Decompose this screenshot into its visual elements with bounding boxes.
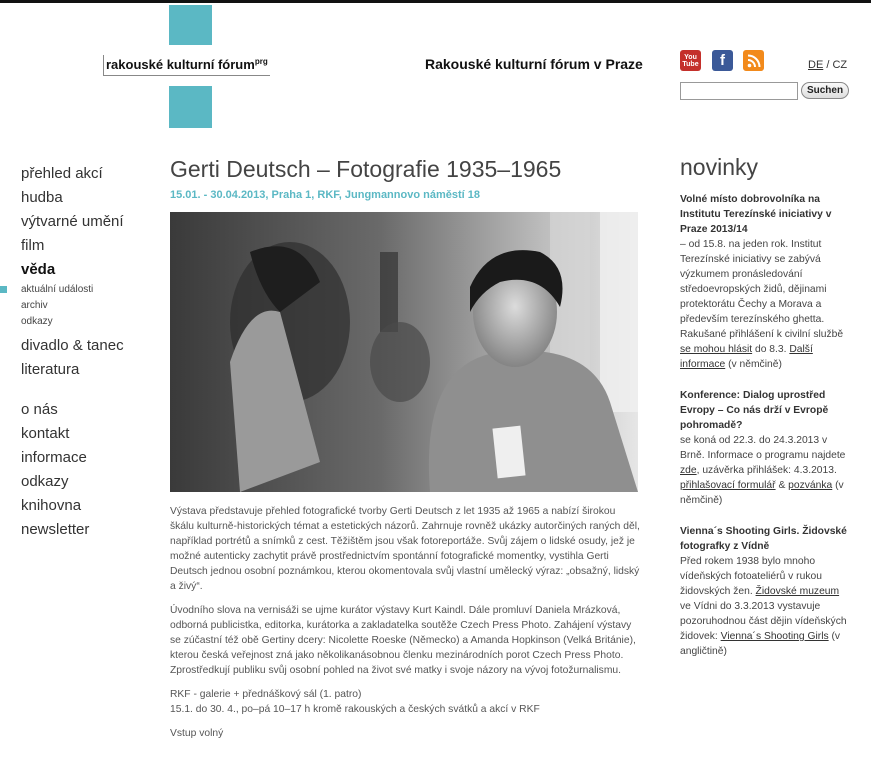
nav-item-odkazy[interactable]: odkazy bbox=[21, 473, 69, 490]
logo-text: rakouské kulturní fórum bbox=[106, 57, 255, 72]
nav-sub-aktualni-udalosti[interactable]: aktuální události bbox=[21, 282, 124, 298]
nav-item-prehled-akci[interactable]: přehled akcí bbox=[21, 165, 103, 182]
news-link[interactable]: pozvánka bbox=[788, 480, 833, 491]
facebook-icon[interactable]: f bbox=[712, 50, 733, 71]
news-item-title: Vienna´s Shooting Girls. Židovské fotografky z Vídně bbox=[680, 526, 847, 552]
article-venue: RKF - galerie + přednáškový sál (1. patro) bbox=[170, 689, 362, 700]
main-nav bbox=[21, 162, 124, 542]
article-admission: Vstup volný bbox=[170, 728, 224, 739]
rss-icon[interactable] bbox=[743, 50, 764, 71]
top-bar bbox=[0, 0, 871, 3]
nav-item-literatura[interactable]: literatura bbox=[21, 361, 80, 378]
news-link[interactable]: Další informace bbox=[680, 344, 813, 370]
article-venue-hours bbox=[170, 687, 640, 717]
nav-item-hudba[interactable]: hudba bbox=[21, 189, 63, 206]
logo-block-top bbox=[169, 5, 212, 45]
article-title: Gerti Deutsch – Fotografie 1935–1965 bbox=[170, 156, 562, 182]
rss-glyph bbox=[747, 54, 761, 68]
youtube-icon[interactable]: You Tube bbox=[680, 50, 701, 71]
article-body bbox=[170, 504, 640, 750]
article-paragraph: Úvodního slova na vernisáži se ujme kurátor výstavy Kurt Kaindl. Dále promluví Daniela Mrázková, odborná publicistka, editorka, kurátorka a zakladatelka soutěže Czech Press Photo. Zahájení výstavy se zúčastní též obě Gertiny dcery: Nicolette Roeske (Německo) a Amanda Hopkinson (Velká Británie), kterou česká veřejnost zná jako několikanásobnou členku mezinárodních porot Czech Press Photo. Zprostředkují publiku svůj osobní pohled na život své matky i svoje názory na vývoj fotožurnalismu. bbox=[170, 605, 636, 676]
nav-item-newsletter[interactable]: newsletter bbox=[21, 521, 90, 538]
article-photo bbox=[170, 212, 638, 492]
news-item bbox=[680, 524, 852, 659]
news-item-body: se koná od 22.3. do 24.3.2013 v Brně. Informace o programu najdete zde, uzávěrka přihlášek: 4.3.2013. přihlašovací formulář & pozvánka (v němčině) bbox=[680, 435, 846, 506]
news-list bbox=[680, 192, 852, 675]
news-item bbox=[680, 388, 852, 508]
news-item-body: Před rokem 1938 bylo mnoho vídeňských fotoateliérů v rukou židovských žen. Židovské muzeum ve Vídni do 3.3.2013 vystavuje pozoruhodnou část dějin vídeňských židovek: Vienna´s Shooting Girls (v angličtině) bbox=[680, 556, 847, 657]
nav-item-knihovna[interactable]: knihovna bbox=[21, 497, 82, 514]
news-item bbox=[680, 192, 852, 372]
news-link[interactable]: se mohou hlásit bbox=[680, 344, 753, 355]
nav-item-informace[interactable]: informace bbox=[21, 449, 87, 466]
news-link[interactable]: zde bbox=[680, 465, 697, 476]
lang-de-link[interactable]: DE bbox=[808, 59, 824, 71]
site-logo[interactable] bbox=[103, 55, 270, 76]
news-heading: novinky bbox=[680, 154, 758, 180]
nav-item-kontakt[interactable]: kontakt bbox=[21, 425, 70, 442]
nav-sub-archiv[interactable]: archiv bbox=[21, 300, 48, 311]
nav-sub-odkazy[interactable]: odkazy bbox=[21, 316, 53, 327]
site-title: Rakouské kulturní fórum v Praze bbox=[425, 56, 643, 72]
news-link[interactable]: Vienna´s Shooting Girls bbox=[720, 631, 829, 642]
news-item-body: – od 15.8. na jeden rok. Institut Terezínské iniciativy se zabývá výzkumem pronásledování středoevropských židů, dějinami protektorátu Čechy a Morava a především terezínského ghetta. Rakušané přihlášení k civilní službě se mohou hlásit do 8.3. Další informace (v němčině) bbox=[680, 239, 844, 370]
language-switcher bbox=[808, 59, 847, 71]
article-date-location: 15.01. - 30.04.2013, Praha 1, RKF, Jungmannovo náměstí 18 bbox=[170, 189, 480, 201]
news-link[interactable]: Židovské muzeum bbox=[755, 586, 840, 597]
logo-block-bottom bbox=[169, 86, 212, 128]
article-hours: 15.1. do 30. 4., po–pá 10–17 h kromě rakouských a českých svátků a akcí v RKF bbox=[170, 704, 540, 715]
search-button[interactable]: Suchen bbox=[801, 82, 849, 99]
photo-illustration bbox=[170, 212, 638, 492]
nav-item-film[interactable]: film bbox=[21, 237, 45, 254]
news-item-title: Konference: Dialog uprostřed Evropy – Co nás drží v Evropě pohromadě? bbox=[680, 390, 829, 431]
article-paragraph: Výstava představuje přehled fotografické tvorby Gerti Deutsch z let 1935 až 1965 a nabízí širokou škálu kulturně-historických témat a estetických názorů. Zahrnuje rovněž ukázky autorčiných raných děl, například portrétů a snímků z cest. Těžištěm jsou však fotoreportáže. Svůj zájem o lidské osudy, jež je možné autenticky zachytit právě prostřednictvím spontánní fotografické momentky, vystihla Gerti Deutsch jednou osobní poznámkou, kterou okomentovala svůj vlastní umělecký výraz: „obsažný, lidský a živý“. bbox=[170, 506, 640, 592]
nav-item-divadlo-tanec[interactable]: divadlo & tanec bbox=[21, 337, 124, 354]
logo-sup: prg bbox=[254, 57, 268, 66]
lang-cz: CZ bbox=[832, 59, 848, 71]
lang-separator: / bbox=[823, 59, 833, 71]
nav-item-vytvarne-umeni[interactable]: výtvarné umění bbox=[21, 213, 124, 230]
news-link[interactable]: přihlašovací formulář bbox=[680, 480, 776, 491]
nav-spacer bbox=[21, 382, 124, 398]
nav-item-o-nas[interactable]: o nás bbox=[21, 401, 58, 418]
search-input[interactable] bbox=[680, 82, 798, 100]
nav-item-veda[interactable]: věda bbox=[21, 261, 56, 278]
news-item-title: Volné místo dobrovolníka na Institutu Terezínské iniciativy v Praze 2013/14 bbox=[680, 194, 832, 235]
